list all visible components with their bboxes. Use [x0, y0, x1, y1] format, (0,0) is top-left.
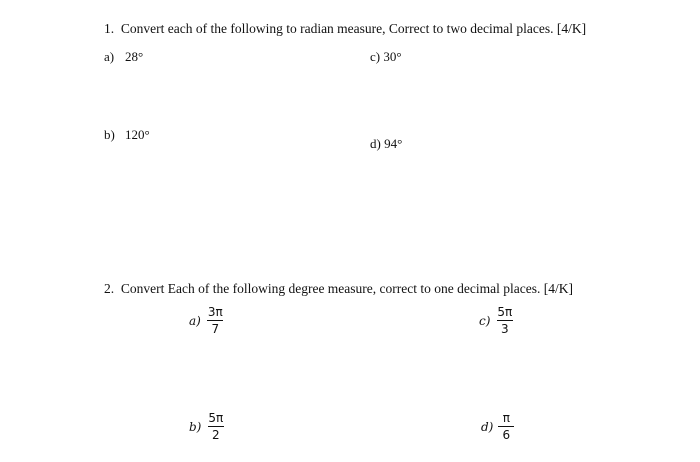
fraction-denominator: 6 [498, 426, 514, 441]
question-1-item-b [104, 127, 150, 143]
fraction-numerator: π [502, 411, 510, 425]
item-label: c) [479, 313, 491, 328]
question-2-item-a [189, 306, 225, 335]
fraction [206, 306, 225, 335]
fraction-numerator: 3π [207, 305, 223, 319]
fraction-numerator: 5π [208, 411, 224, 425]
item-label: c) [370, 49, 381, 64]
item-label: b) [189, 419, 202, 434]
item-label: b) [104, 127, 115, 142]
item-value: 94° [384, 136, 403, 151]
item-label: d) [481, 419, 494, 434]
item-value: 120° [125, 127, 150, 142]
fraction-numerator: 5π [497, 305, 513, 319]
item-label: d) [370, 136, 381, 151]
item-value: 28° [125, 49, 144, 64]
question-2-title: 2. Convert Each of the following degree measure, correct to one decimal places. [4/K] [104, 281, 573, 296]
fraction [206, 412, 225, 441]
fraction [495, 306, 514, 335]
fraction-denominator: 7 [207, 320, 223, 335]
fraction-denominator: 3 [497, 320, 513, 335]
question-2-item-d [481, 412, 514, 441]
item-label: a) [189, 313, 201, 328]
question-1-item-a [104, 49, 143, 65]
fraction-denominator: 2 [208, 426, 224, 441]
question-1-item-d [370, 136, 402, 152]
fraction [498, 412, 514, 441]
question-2-item-b [189, 412, 225, 441]
item-value: 30° [383, 49, 402, 64]
item-label: a) [104, 49, 115, 64]
question-2-item-c [479, 306, 514, 335]
question-1-item-c [370, 49, 402, 65]
question-1-title: 1. Convert each of the following to radian measure, Correct to two decimal places. [4/K] [104, 21, 587, 36]
